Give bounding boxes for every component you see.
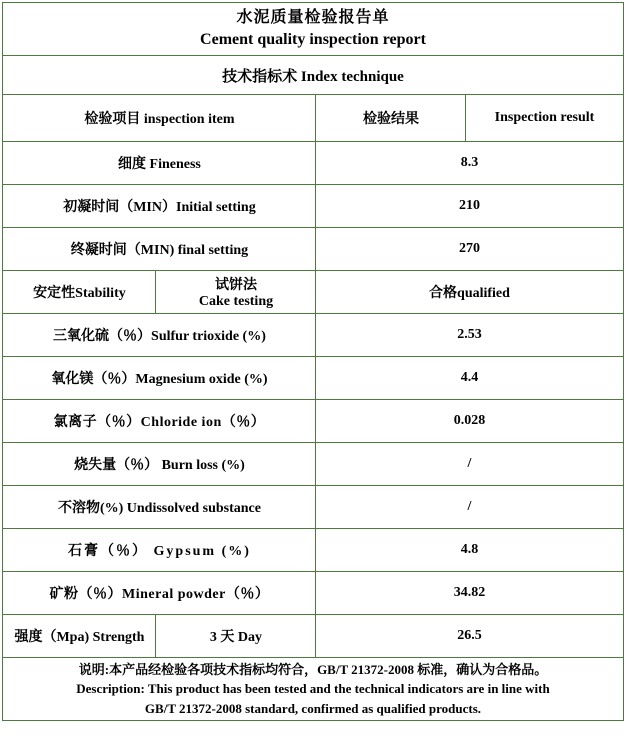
- table-row: [3, 357, 623, 400]
- row-item: 三氧化硫（％）Sulfur trioxide (%): [3, 314, 316, 357]
- table-row: [3, 142, 623, 185]
- header-result-cn: 检验结果: [316, 95, 466, 142]
- row-item: 安定性Stability: [3, 271, 156, 314]
- title-en: Cement quality inspection report: [200, 31, 426, 48]
- header-result-en: Inspection result: [466, 95, 623, 142]
- section-title: 技术指标术 Index technique: [3, 56, 623, 95]
- row-result: 210: [316, 185, 623, 228]
- row-subitem: [156, 271, 316, 314]
- row-result: /: [316, 486, 623, 529]
- table-row: [3, 486, 623, 529]
- header-inspection-item: 检验项目 inspection item: [3, 95, 316, 142]
- row-item: 初凝时间（MIN）Initial setting: [3, 185, 316, 228]
- row-item: 细度 Fineness: [3, 142, 316, 185]
- row-result: 合格qualified: [316, 271, 623, 314]
- note-line-cn: 说明:本产品经检验各项技术指标均符合，GB/T 21372-2008 标准，确认为合格品。: [78, 661, 548, 677]
- note-block: [3, 658, 623, 721]
- row-item: 石膏（％） Gypsum (%): [3, 529, 316, 572]
- row-result: 26.5: [316, 615, 623, 658]
- section-row: [3, 56, 623, 95]
- table-row: [3, 529, 623, 572]
- row-result: 4.8: [316, 529, 623, 572]
- row-result: 4.4: [316, 357, 623, 400]
- table-row: [3, 314, 623, 357]
- row-item: 氧化镁（％）Magnesium oxide (%): [3, 357, 316, 400]
- row-subitem: 3 天 Day: [156, 615, 316, 658]
- table-row: [3, 400, 623, 443]
- table-row: [3, 271, 623, 314]
- title-cn: 水泥质量检验报告单: [236, 9, 390, 27]
- row-subitem-cn: 试饼法: [214, 278, 257, 293]
- row-result: 2.53: [316, 314, 623, 357]
- row-result: 0.028: [316, 400, 623, 443]
- row-result: 8.3: [316, 142, 623, 185]
- table-row: [3, 572, 623, 615]
- table-row: [3, 615, 623, 658]
- document-title: [3, 3, 623, 56]
- row-subitem-en: Cake testing: [198, 294, 274, 309]
- row-result: /: [316, 443, 623, 486]
- table-row: [3, 228, 623, 271]
- row-result: 270: [316, 228, 623, 271]
- row-item: 矿粉（％）Mineral powder（％）: [3, 572, 316, 615]
- row-result: 34.82: [316, 572, 623, 615]
- row-item: 氯离子（％）Chloride ion（％）: [3, 400, 316, 443]
- row-item: 不溶物(%) Undissolved substance: [3, 486, 316, 529]
- row-item: 烧失量（％） Burn loss (%): [3, 443, 316, 486]
- row-item: 终凝时间（MIN) final setting: [3, 228, 316, 271]
- header-row: [3, 95, 623, 142]
- title-row: [3, 3, 623, 56]
- note-line-en-1: Description: This product has been tested and the technical indicators are in line with: [76, 681, 550, 697]
- table-row: [3, 443, 623, 486]
- table-row: [3, 185, 623, 228]
- row-item: 强度（Mpa) Strength: [3, 615, 156, 658]
- note-line-en-2: GB/T 21372-2008 standard, confirmed as qualified products.: [144, 700, 482, 716]
- report-table: [2, 2, 623, 721]
- note-row: [3, 658, 623, 721]
